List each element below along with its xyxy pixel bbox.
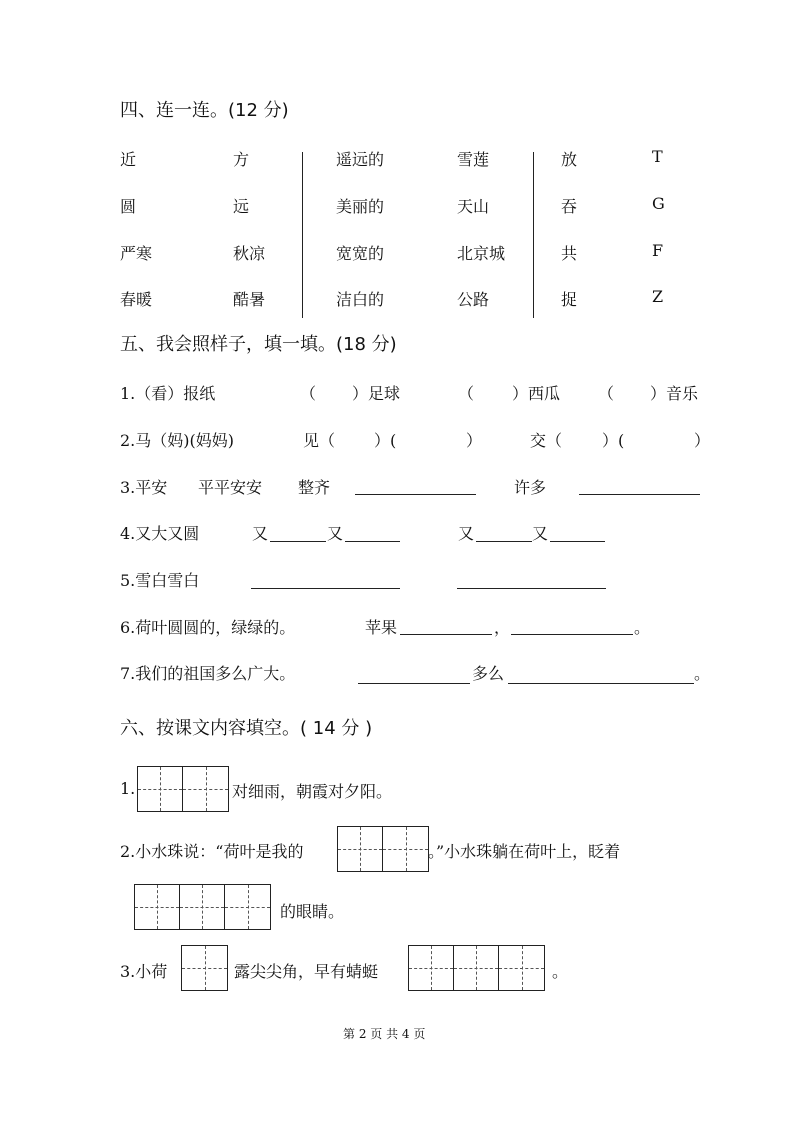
match-item-col3[interactable]: 宽宽的	[336, 244, 385, 263]
grid-cell[interactable]	[182, 946, 227, 990]
q2-word-1-mid[interactable]: ）(	[374, 431, 397, 450]
q5-example: 5.雪白雪白	[120, 571, 200, 590]
q1-paren-3-open: （	[598, 384, 615, 403]
grid-cell[interactable]	[135, 885, 180, 929]
char-grid-4[interactable]	[181, 945, 228, 991]
match-item-col2[interactable]: 远	[233, 197, 250, 216]
char-grid-1[interactable]	[137, 766, 229, 812]
q3-word-1: 整齐	[298, 478, 331, 497]
match-item-col6[interactable]: Z	[652, 287, 664, 306]
q5-blank-2[interactable]	[457, 588, 606, 589]
section-5-title: 五、我会照样子，填一填。(18 分)	[120, 334, 397, 355]
q5-blank-1[interactable]	[251, 588, 400, 589]
match-item-col5[interactable]: 共	[561, 244, 578, 263]
match-item-col4[interactable]: 北京城	[457, 244, 506, 263]
s6-l2-after: 。”小水珠躺在荷叶上，眨着	[428, 842, 621, 861]
s6-l1-text: 对细雨，朝霞对夕阳。	[232, 782, 393, 801]
match-item-col4[interactable]: 公路	[457, 290, 490, 309]
q2-word-2-start: 交（	[530, 431, 563, 450]
match-item-col1[interactable]: 圆	[120, 197, 137, 216]
q4-b-blank-1[interactable]	[476, 541, 532, 542]
match-item-col6[interactable]: F	[652, 241, 664, 260]
match-item-col5[interactable]: 捉	[561, 290, 578, 309]
q4-a-char-2: 又	[327, 524, 344, 543]
match-item-col2[interactable]: 秋凉	[233, 244, 266, 263]
match-item-col2[interactable]: 酷暑	[233, 290, 266, 309]
q2-word-2-mid[interactable]: ）(	[602, 431, 625, 450]
char-grid-2[interactable]	[337, 826, 429, 872]
q6-blank-1[interactable]	[400, 634, 492, 635]
q7-blank-2[interactable]	[508, 683, 694, 684]
q4-b-char-1: 又	[458, 524, 475, 543]
q3-pattern: 平平安安	[198, 478, 263, 497]
q4-a-blank-2[interactable]	[345, 541, 400, 542]
s6-l3-text: 的眼睛。	[280, 902, 345, 921]
match-item-col5[interactable]: 吞	[561, 197, 578, 216]
grid-cell[interactable]	[454, 946, 499, 990]
section-4-title: 四、连一连。(12 分)	[120, 100, 289, 121]
page-footer: 第 2 页 共 4 页	[343, 1027, 426, 1041]
q1-paren-2-open: （	[458, 384, 475, 403]
match-item-col3[interactable]: 遥远的	[336, 150, 385, 169]
grid-cell[interactable]	[180, 885, 225, 929]
q6-comma: ，	[494, 618, 511, 637]
q1-paren-1-open: （	[300, 384, 317, 403]
q7-end: 。	[694, 664, 711, 683]
match-item-col3[interactable]: 美丽的	[336, 197, 385, 216]
match-item-col6[interactable]: T	[652, 147, 663, 166]
char-grid-3[interactable]	[134, 884, 271, 930]
q2-word-1-start: 见（	[303, 431, 336, 450]
match-item-col1[interactable]: 春暖	[120, 290, 153, 309]
match-item-col4[interactable]: 雪莲	[457, 150, 490, 169]
grid-cell[interactable]	[409, 946, 454, 990]
s6-l1-num: 1.	[120, 779, 136, 798]
grid-cell[interactable]	[183, 767, 228, 811]
s6-l2-before: 2.小水珠说：“荷叶是我的	[120, 842, 304, 861]
q1-paren-3-word[interactable]: ）音乐	[650, 384, 699, 403]
q6-example: 6.荷叶圆圆的，绿绿的。	[120, 618, 296, 637]
q6-end: 。	[634, 618, 651, 637]
section-6-title: 六、按课文内容填空。( 14 分 )	[120, 718, 373, 739]
q2-word-2-end[interactable]: ）	[694, 431, 711, 450]
grid-cell[interactable]	[383, 827, 428, 871]
grid-cell[interactable]	[499, 946, 544, 990]
s6-l4-before: 3.小荷	[120, 962, 168, 981]
q1-paren-1-word[interactable]: ）足球	[352, 384, 401, 403]
s6-l4-end: 。	[552, 962, 569, 981]
char-grid-5[interactable]	[408, 945, 545, 991]
grid-cell[interactable]	[338, 827, 383, 871]
q6-blank-2[interactable]	[511, 634, 633, 635]
q3-word-2: 许多	[514, 478, 547, 497]
q6-word: 苹果	[365, 618, 398, 637]
column-divider-1	[302, 152, 303, 318]
q4-example: 4.又大又圆	[120, 524, 200, 543]
match-item-col1[interactable]: 近	[120, 150, 137, 169]
match-item-col3[interactable]: 洁白的	[336, 290, 385, 309]
q3-blank-1[interactable]	[355, 494, 476, 495]
q2-example: 2.马（妈)(妈妈)	[120, 431, 234, 450]
match-item-col2[interactable]: 方	[233, 150, 250, 169]
q4-b-char-2: 又	[532, 524, 549, 543]
column-divider-2	[533, 152, 534, 318]
s6-l4-mid: 露尖尖角，早有蜻蜓	[234, 962, 379, 981]
q7-mid: 多么	[472, 664, 505, 683]
q7-blank-1[interactable]	[358, 683, 470, 684]
q2-word-1-end[interactable]: ）	[466, 431, 483, 450]
q3-example: 3.平安	[120, 478, 168, 497]
grid-cell[interactable]	[138, 767, 183, 811]
q1-example: 1.（看）报纸	[120, 384, 216, 403]
q1-paren-2-word[interactable]: ）西瓜	[512, 384, 561, 403]
match-item-col4[interactable]: 天山	[457, 197, 490, 216]
match-item-col1[interactable]: 严寒	[120, 244, 153, 263]
q4-b-blank-2[interactable]	[550, 541, 605, 542]
match-item-col6[interactable]: G	[652, 194, 665, 213]
grid-cell[interactable]	[225, 885, 270, 929]
q7-example: 7.我们的祖国多么广大。	[120, 664, 296, 683]
q4-a-blank-1[interactable]	[270, 541, 326, 542]
q4-a-char-1: 又	[252, 524, 269, 543]
q3-blank-2[interactable]	[579, 494, 700, 495]
match-item-col5[interactable]: 放	[561, 150, 578, 169]
